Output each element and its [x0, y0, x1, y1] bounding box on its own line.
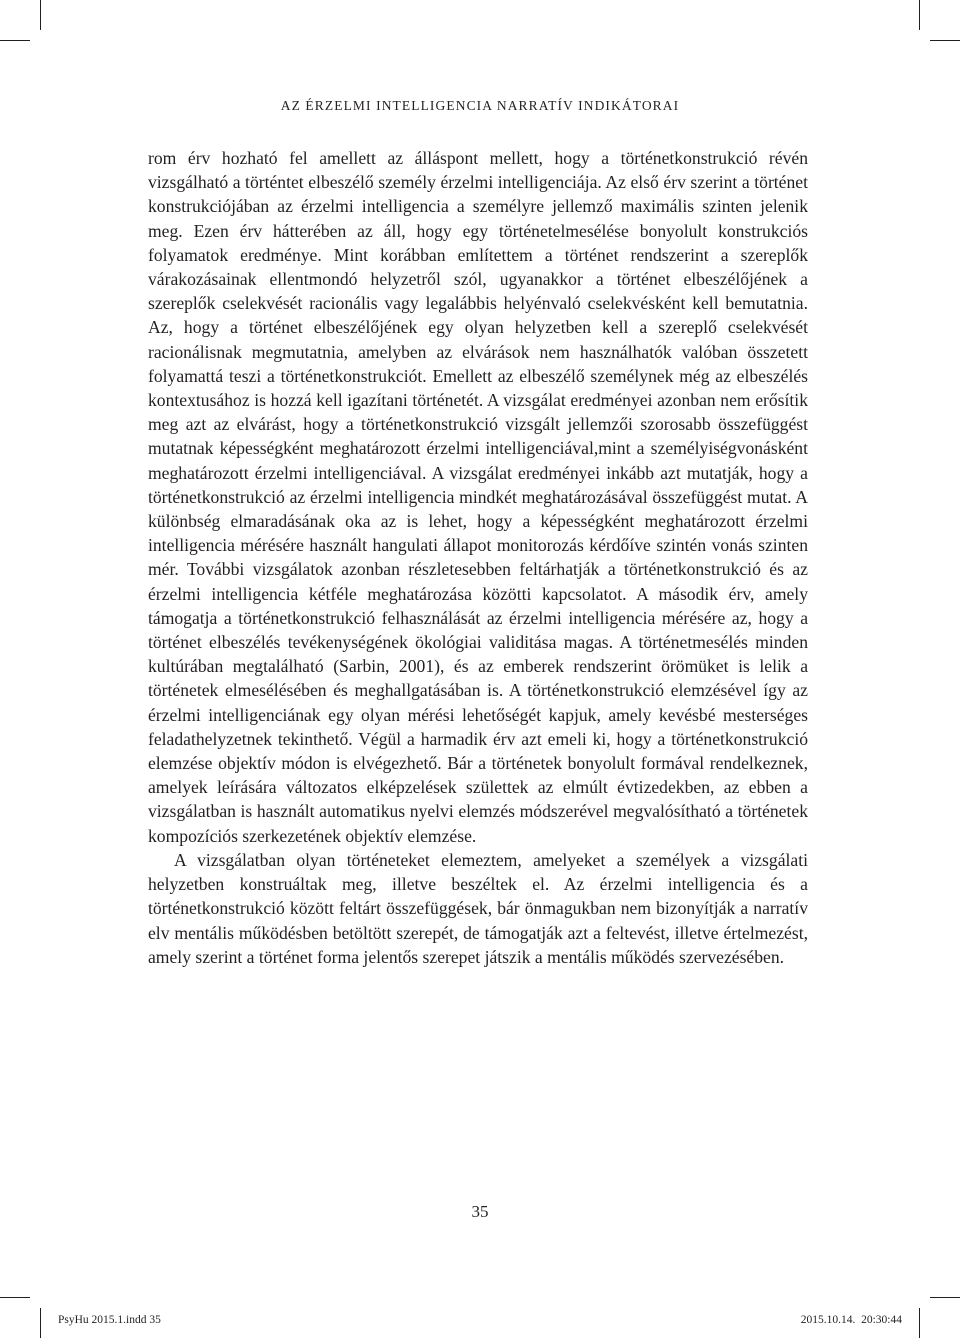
- slug-time: 20:30:44: [861, 1314, 902, 1326]
- running-head: AZ ÉRZELMI INTELLIGENCIA NARRATÍV INDIKÁTORAI: [280, 98, 680, 113]
- crop-mark-top-right-h: [930, 40, 960, 41]
- page-number: 35: [471, 1202, 489, 1221]
- slug-datetime: [801, 1314, 902, 1326]
- paragraph-2: A vizsgálatban olyan történeteket elemeztem, amelyeket a személyek a vizsgálati helyzetben konstruáltak meg, illetve beszéltek el. Az érzelmi intelligencia és a történetkonstrukció között feltárt összefüggések, bár önmagukban nem bizonyítják a narratív elv mentális működésben betöltött szerepét, de támogatják azt a feltevést, illetve értelmezést, amely szerint a történet forma jelentős szerepet játszik a mentális működés szervezésében.: [148, 849, 808, 967]
- crop-mark-top-right: [919, 0, 920, 30]
- crop-mark-top-left: [40, 0, 41, 30]
- body-text: [148, 146, 808, 969]
- paragraph-1: rom érv hozható fel amellett az álláspont mellett, hogy a történetkonstrukció révén vizsgálható a történtet elbeszélő személy érzelmi intelligenciája. Az első érv szerint a történet konstrukciójában az érzelmi intelligencia a személyre jellemző maximális szinten jelenik meg. Ezen érv hátterében az áll, hogy egy történetelmesélése bonyolult konstrukciós folyamatok eredménye. Mint korábban említettem a történet rendszerint a szereplők várakozásainak ellentmondó helyzetről szól, ugyanakkor a történet elbeszélőjének a szereplők cselekvését racionális vagy legalábbis helyénvaló cselekvésként kell bemutatnia. Az, hogy a történet elbeszélőjének egy olyan helyzetben kell a szereplő cselekvését racionálisnak megmutatnia, amelyben az elvárások nem használhatók valóban összetett folyamattá teszi a történetkonstrukciót. Emellett az elbeszélő személynek még az elbeszélés kontextusához is hozzá kell igazítani történetét. A vizsgálat eredményei azonban nem erősítik meg azt az elvárást, hogy a történetkonstrukció vizsgált jellemzői szorosabb összefüggést mutatnak képességként meghatározott érzelmi intelligenciával,mint a személyiségvonásként meghatározott érzelmi intelligenciával. A vizsgálat eredményei inkább azt mutatják, hogy a történetkonstrukció az érzelmi intelligencia mindkét meghatározásával összefüggést mutat. A különbség elmaradásának oka az is lehet, hogy a képességként meghatározott érzelmi intelligencia mérésére használt hangulati állapot monitorozás kérdőíve szintén vonás szinten mér. További vizsgálatok azonban részletesebben feltárhatják a történetkonstrukció és az érzelmi intelligencia kétféle meghatározása közötti kapcsolatot. A második érv, amely támogatja a történetkonstrukció felhasználását az érzelmi intelligencia mérésére az, hogy a történet elbeszélés tevékenységének ökológiai validitása magas. A történetmesélés minden kultúrában megtalálható (Sarbin, 2001), és az emberek rendszerint örömüket is lelik a történetek elmesélésében és meghallgatásában is. A történetkonstrukció elemzésével így az érzelmi intelligenciának egy olyan mérési lehetőségét kapjuk, amely kevésbé mesterséges feladathelyzetnek tekinthető. Végül a harmadik érv azt emeli ki, hogy a történetkonstrukció elemzése objektív módon is elvégezhető. Bár a történetek bonyolult formával rendelkeznek, amelyek leírására változatos elképzelések születtek az elmúlt évtizedekben, az ebben a vizsgálatban is használt automatikus nyelvi elemzés módszerével megvalósítható a történetek kompozíciós szerkezetének objektív elemzése.: [148, 148, 808, 846]
- crop-mark-top-left-h: [0, 40, 30, 41]
- crop-mark-bottom-left: [40, 1308, 41, 1338]
- crop-mark-bottom-left-h: [0, 1297, 30, 1298]
- crop-mark-bottom-right-h: [930, 1297, 960, 1298]
- slug-date: 2015.10.14.: [800, 1314, 856, 1326]
- crop-mark-bottom-right: [919, 1308, 920, 1338]
- slug-file: PsyHu 2015.1.indd 35: [58, 1314, 161, 1326]
